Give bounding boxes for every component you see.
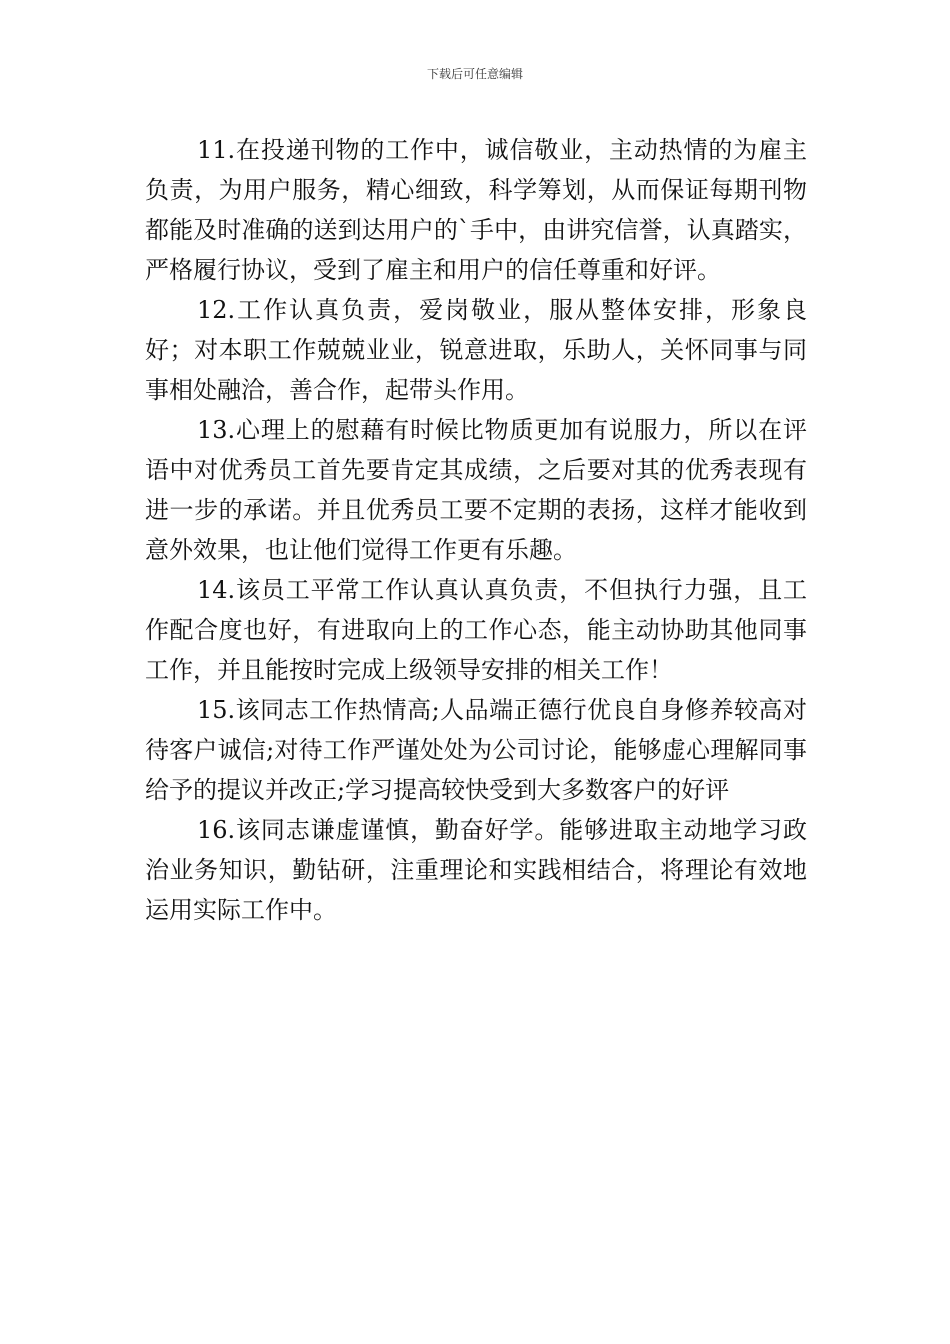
- paragraph-13: 13.心理上的慰藉有时候比物质更加有说服力，所以在评语中对优秀员工首先要肯定其成绩，之后要对其的优秀表现有进一步的承诺。并且优秀员工要不定期的表扬，这样才能收到意外效果，也让他们觉得工作更有乐趣。: [145, 416, 807, 564]
- paragraph-16: 16.该同志谦虚谨慎，勤奋好学。能够进取主动地学习政治业务知识，勤钻研，注重理论和实践相结合，将理论有效地运用实际工作中。: [145, 816, 807, 924]
- paragraph-11: 11.在投递刊物的工作中，诚信敬业，主动热情的为雇主负责，为用户服务，精心细致，科学筹划，从而保证每期刊物都能及时准确的送到达用户的`手中，由讲究信誉，认真踏实，严格履行协议，受到了雇主和用户的信任尊重和好评。: [145, 136, 807, 284]
- document-body: [145, 130, 807, 930]
- paragraph-14: 14.该员工平常工作认真认真负责，不但执行力强，且工作配合度也好，有进取向上的工作心态，能主动协助其他同事工作，并且能按时完成上级领导安排的相关工作！: [145, 576, 807, 684]
- paragraph-15: 15.该同志工作热情高;人品端正德行优良自身修养较高对待客户诚信;对待工作严谨处处为公司讨论，能够虚心理解同事给予的提议并改正;学习提高较快受到大多数客户的好评: [145, 696, 807, 804]
- header-note: 下载后可任意编辑: [426, 67, 523, 81]
- paragraph-12: 12.工作认真负责，爱岗敬业，服从整体安排，形象良好；对本职工作兢兢业业，锐意进取，乐助人，关怀同事与同事相处融洽，善合作，起带头作用。: [145, 296, 807, 404]
